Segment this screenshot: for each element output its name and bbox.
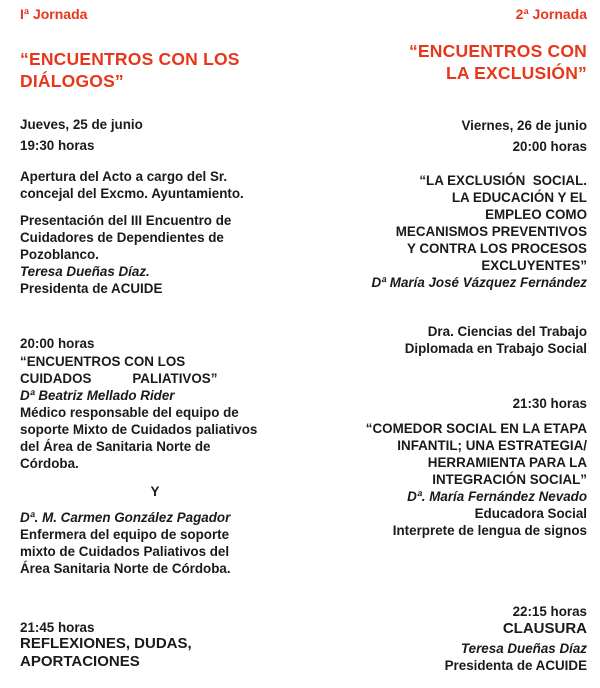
right-title-line: LA EXCLUSIÓN” bbox=[446, 63, 587, 83]
left-and: Y bbox=[150, 484, 160, 499]
left-speaker-1-role: Presidenta de ACUIDE bbox=[20, 281, 163, 296]
left-speaker-2-role-line: del Área de Sanitaria Norte de bbox=[20, 439, 211, 454]
right-speaker-1-role-line: Dra. Ciencias del Trabajo bbox=[427, 324, 587, 339]
right-talk-2 bbox=[305, 420, 587, 539]
left-time-3: 21:45 horas bbox=[20, 620, 95, 635]
left-presentation-line: Presentación del III Encuentro de bbox=[20, 213, 232, 228]
left-speaker-1: Teresa Dueñas Díaz. bbox=[20, 264, 150, 279]
left-presentation-line: Cuidadores de Dependientes de bbox=[20, 230, 224, 245]
right-talk-2-line: INTEGRACIÓN SOCIAL” bbox=[432, 472, 587, 487]
right-title-line: “ENCUENTROS CON bbox=[408, 41, 587, 61]
right-column bbox=[305, 0, 587, 688]
right-title bbox=[305, 40, 587, 84]
left-speaker-3-role-line: mixto de Cuidados Paliativos del bbox=[20, 544, 230, 559]
left-talk-line: “ENCUENTROS CON LOS bbox=[20, 354, 186, 369]
right-date: Viernes, 26 de junio bbox=[461, 118, 587, 133]
right-closing: CLAUSURA bbox=[502, 620, 587, 637]
left-presentation-line: Pozoblanco. bbox=[20, 247, 99, 262]
left-speaker-2-role-line: soporte Mixto de Cuidados paliativos bbox=[20, 422, 258, 437]
left-presentation bbox=[20, 212, 290, 297]
left-opening-line: Apertura del Acto a cargo del Sr. bbox=[20, 169, 228, 184]
left-opening bbox=[20, 168, 290, 202]
right-speaker-3: Teresa Dueñas Díaz bbox=[460, 641, 587, 656]
right-speaker-1: Dª María José Vázquez Fernández bbox=[371, 275, 587, 290]
left-speaker-2-role-line: Médico responsable del equipo de bbox=[20, 405, 239, 420]
left-title-line: “ENCUENTROS CON LOS bbox=[20, 49, 240, 69]
right-time-1: 20:00 horas bbox=[512, 139, 587, 154]
left-speaker-3: Dª. M. Carmen González Pagador bbox=[20, 510, 231, 525]
left-speaker-3-role-line: Área Sanitaria Norte de Córdoba. bbox=[20, 561, 231, 576]
right-talk-1-line: MECANISMOS PREVENTIVOS bbox=[395, 224, 587, 239]
right-talk-1-line: Y CONTRA LOS PROCESOS bbox=[406, 241, 587, 256]
left-opening-line: concejal del Excmo. Ayuntamiento. bbox=[20, 186, 244, 201]
right-talk-1-line: “LA EXCLUSIÓN SOCIAL. bbox=[419, 173, 587, 188]
right-talk-1-line: LA EDUCACIÓN Y EL bbox=[451, 190, 587, 205]
right-jornada-label: 2ª Jornada bbox=[515, 6, 587, 22]
right-talk-1-line: EMPLEO COMO bbox=[485, 207, 587, 222]
left-jornada-label: Iª Jornada bbox=[20, 6, 88, 22]
left-closing-line: APORTACIONES bbox=[20, 653, 140, 670]
left-column bbox=[20, 0, 290, 688]
left-time-1: 19:30 horas bbox=[20, 138, 95, 153]
left-time-2: 20:00 horas bbox=[20, 336, 95, 351]
right-speaker-2-role-line: Interprete de lengua de signos bbox=[392, 523, 587, 538]
left-speaker-3-role-line: Enfermera del equipo de soporte bbox=[20, 527, 230, 542]
left-closing bbox=[20, 635, 290, 671]
right-time-2: 21:30 horas bbox=[512, 396, 587, 411]
right-talk-2-line: HERRAMIENTA PARA LA bbox=[427, 455, 587, 470]
right-time-3: 22:15 horas bbox=[512, 604, 587, 619]
right-speaker-3-role: Presidenta de ACUIDE bbox=[444, 658, 587, 673]
right-talk-1-line: EXCLUYENTES” bbox=[481, 258, 587, 273]
left-closing-line: REFLEXIONES, DUDAS, bbox=[20, 635, 192, 652]
left-talk-line: CUIDADOS PALIATIVOS” bbox=[20, 371, 218, 386]
left-title-line: DIÁLOGOS” bbox=[20, 71, 124, 91]
right-speaker-1-role-line: Diplomada en Trabajo Social bbox=[404, 341, 587, 356]
right-speaker-2: Dª. María Fernández Nevado bbox=[407, 489, 587, 504]
right-speaker-3-block bbox=[305, 640, 587, 674]
right-talk-2-line: INFANTIL; UNA ESTRATEGIA/ bbox=[397, 438, 587, 453]
left-title bbox=[20, 48, 290, 92]
left-speaker-3-block bbox=[20, 509, 290, 577]
right-speaker-1-role bbox=[305, 323, 587, 357]
right-talk-1 bbox=[305, 172, 587, 291]
left-speaker-2: Dª Beatriz Mellado Rider bbox=[20, 388, 175, 403]
right-speaker-2-role-line: Educadora Social bbox=[474, 506, 587, 521]
left-speaker-2-role-line: Córdoba. bbox=[20, 456, 79, 471]
left-talk bbox=[20, 353, 290, 472]
right-talk-2-line: “COMEDOR SOCIAL EN LA ETAPA bbox=[365, 421, 587, 436]
left-date: Jueves, 25 de junio bbox=[20, 117, 143, 132]
